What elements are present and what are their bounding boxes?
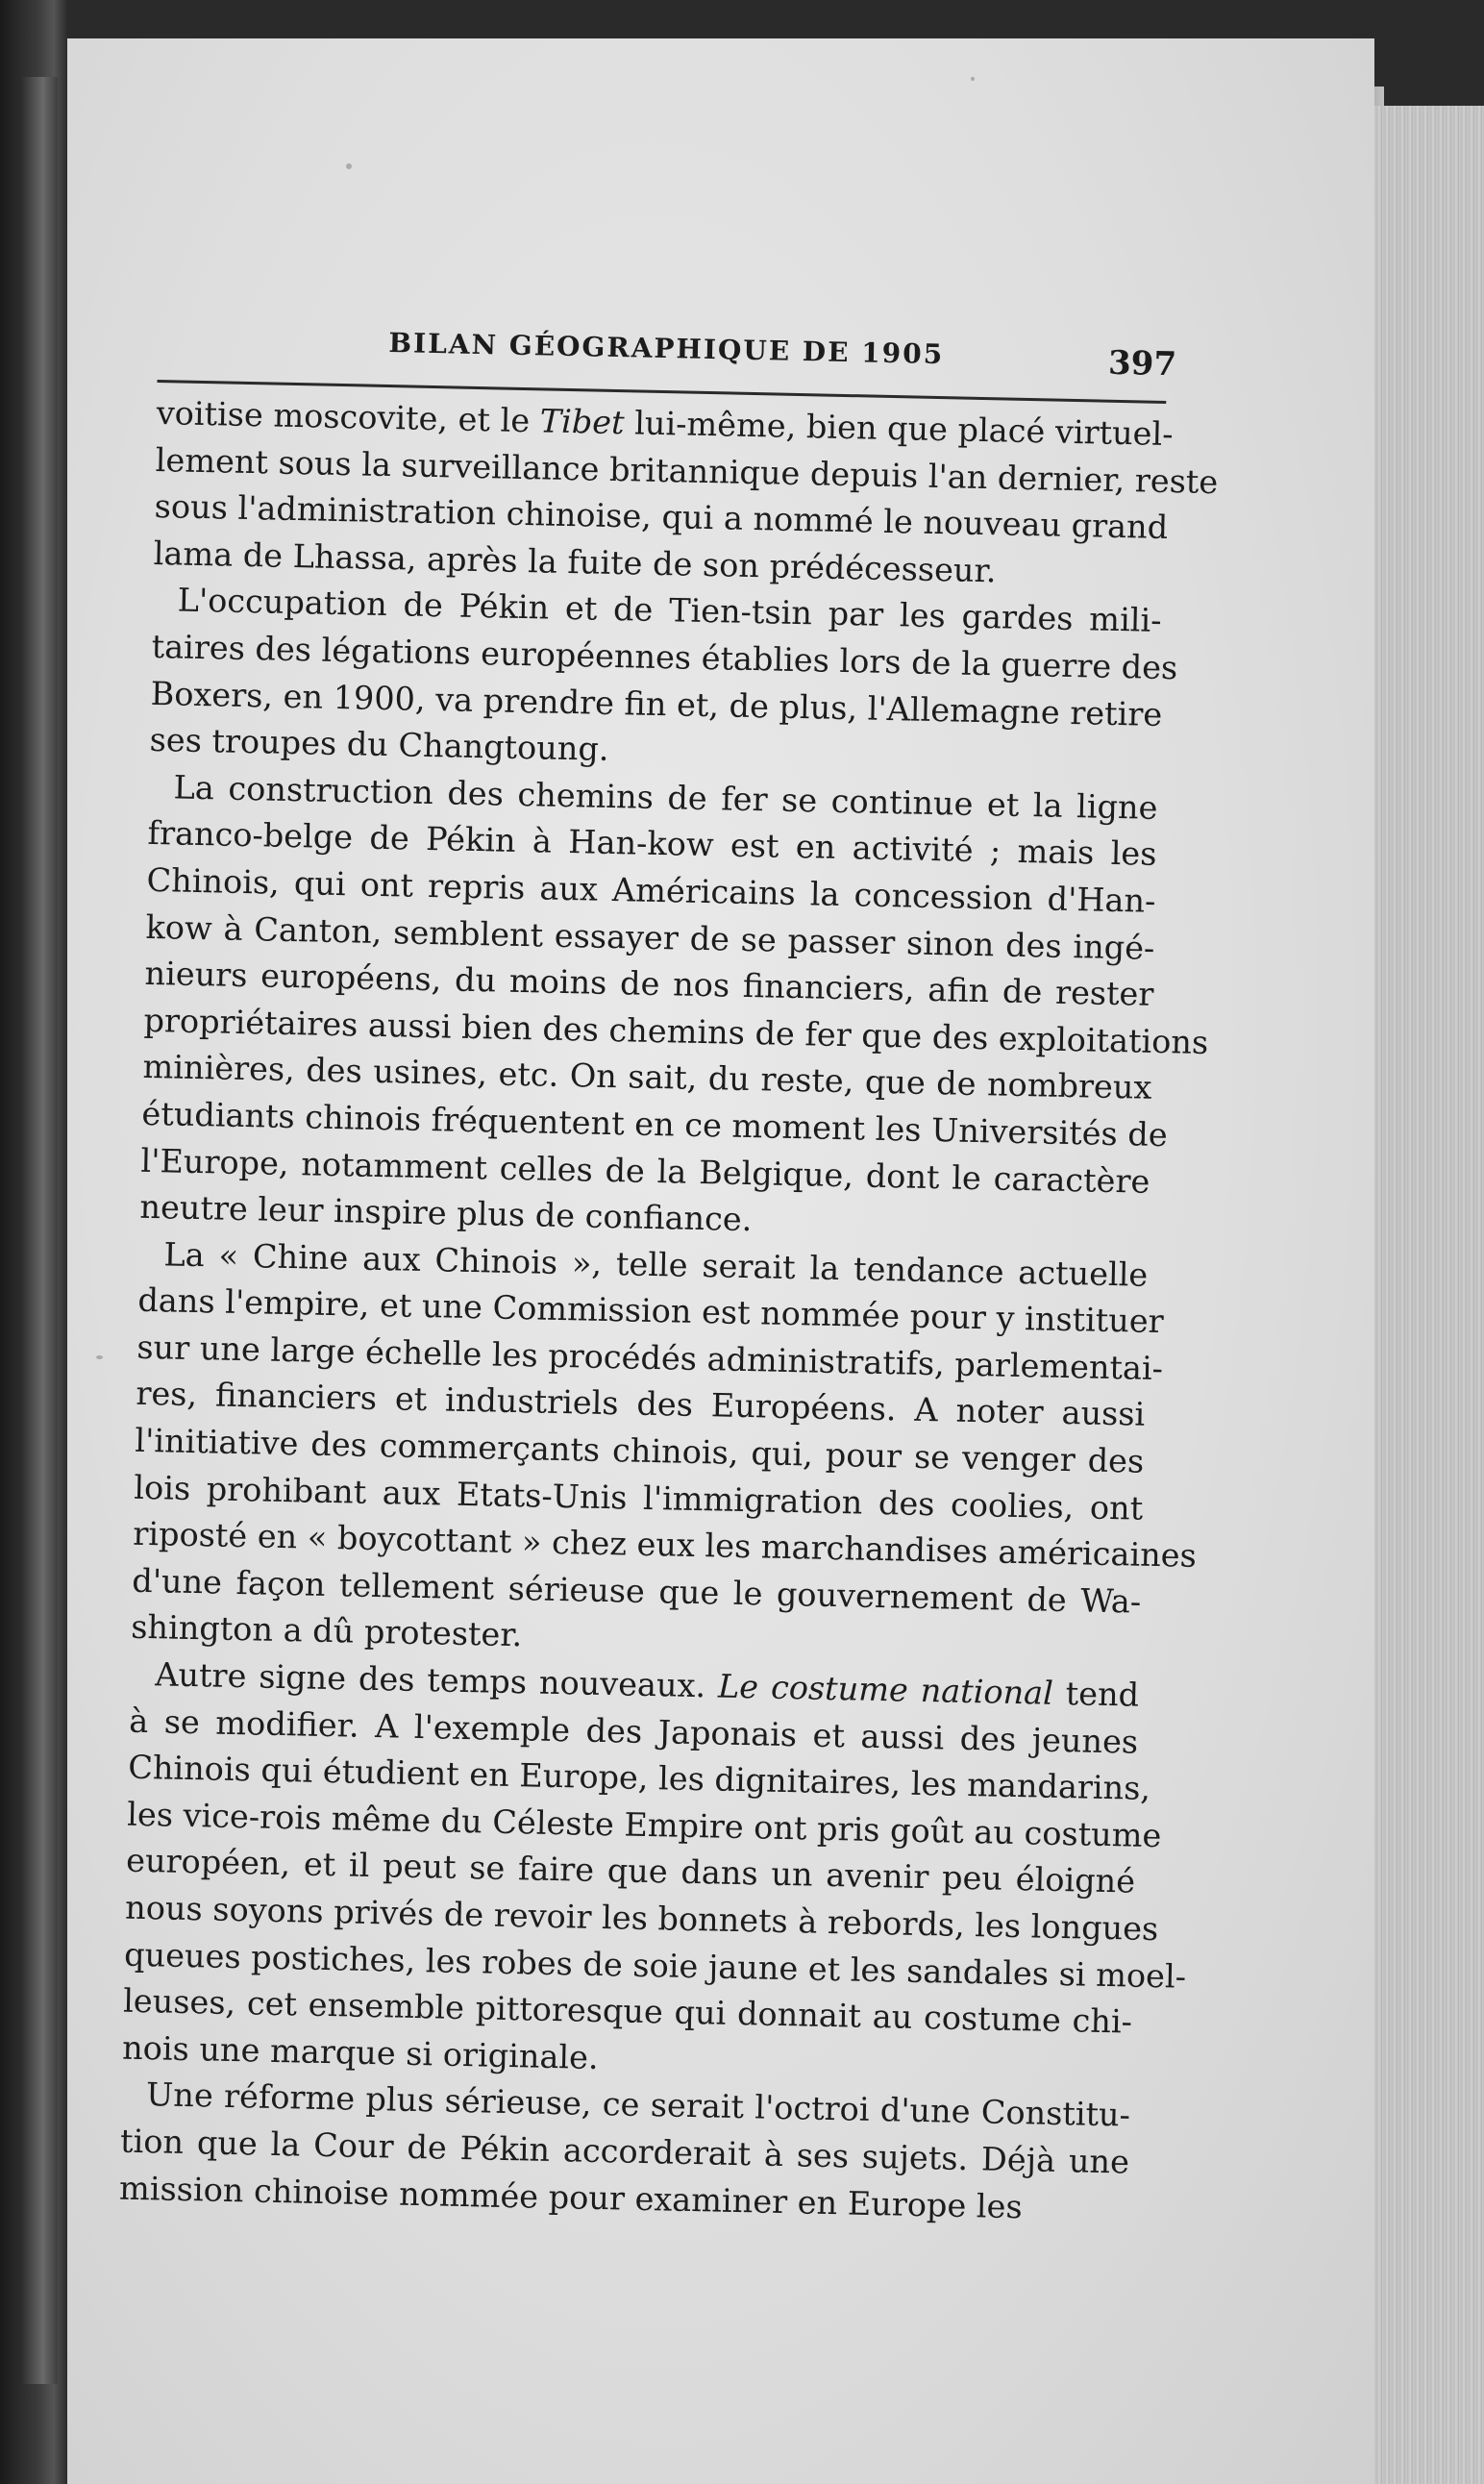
paragraph bbox=[121, 1652, 1187, 2093]
text-line: La « Chine aux Chinois », telle serait la tendance actuelle bbox=[163, 1235, 1149, 1294]
text-line: étudiants chinois fréquentent en ce moment les Universités de bbox=[141, 1094, 1169, 1155]
text-line: les vice-rois même du Céleste Empire ont pris goût au costume bbox=[126, 1795, 1162, 1855]
body-text bbox=[118, 390, 1219, 2233]
text-line: leuses, cet ensemble pittoresque qui donnait au costume chi- bbox=[122, 1981, 1133, 2041]
paragraph bbox=[149, 577, 1178, 784]
text-line: nieurs européens, du moins de nos financiers, afin de rester bbox=[144, 954, 1154, 1013]
text-line: lois prohibant aux Etats-Unis l'immigration des coolies, ont bbox=[133, 1468, 1144, 1528]
paper-speck bbox=[346, 163, 352, 169]
text-line: La construction des chemins de fer se continue et la ligne bbox=[173, 768, 1158, 827]
text-line: tion que la Cour de Pékin accorderait à ses sujets. Déjà une bbox=[119, 2122, 1130, 2181]
paragraph bbox=[119, 2072, 1131, 2233]
text-line: voitise moscovite, et le Tibet lui-même, bien que placé virtuel- bbox=[156, 393, 1174, 454]
text-line: l'initiative des commerçants chinois, qui, pour se venger des bbox=[135, 1421, 1145, 1480]
text-line: mission chinoise nommée pour examiner en Europe les bbox=[118, 2169, 1024, 2225]
text-line: l'Europe, notamment celles de la Belgique, dont le caractère bbox=[140, 1141, 1150, 1201]
text-line: res, financiers et industriels des Européens. A noter aussi bbox=[136, 1375, 1146, 1434]
text-line: riposté en « boycottant » chez eux les marchandises américaines bbox=[132, 1514, 1198, 1576]
paragraph bbox=[130, 1230, 1198, 1672]
text-line: Une réforme plus sérieuse, ce serait l'octroi d'une Constitu- bbox=[145, 2075, 1131, 2134]
text-line: lama de Lhassa, après la fuite de son prédécesseur. bbox=[153, 534, 997, 590]
text-line: Boxers, en 1900, va prendre fin et, de plus, l'Allemagne retire bbox=[150, 674, 1163, 733]
paper-speck bbox=[971, 77, 975, 81]
text-line: neutre leur inspire plus de confiance. bbox=[139, 1187, 753, 1239]
page-number: 397 bbox=[1107, 343, 1177, 385]
text-line: queues postiches, les robes de soie jaune et les sandales si moel- bbox=[123, 1935, 1187, 1996]
text-line: sur une large échelle les procédés administratifs, parlementai- bbox=[136, 1328, 1164, 1387]
text-line: propriétaires aussi bien des chemins de fer que des exploitations bbox=[143, 1001, 1209, 1061]
text-line: lement sous la surveillance britannique depuis l'an dernier, reste bbox=[155, 440, 1219, 501]
opposite-page-edge bbox=[21, 77, 58, 2384]
paragraph bbox=[153, 390, 1219, 598]
text-line: à se modifier. A l'exemple des Japonais et aussi des jeunes bbox=[128, 1702, 1139, 1761]
book-page bbox=[67, 38, 1374, 2484]
text-line: kow à Canton, semblent essayer de se passer sinon des ingé- bbox=[145, 907, 1155, 967]
text-line: Autre signe des temps nouveaux. Le costume national tend bbox=[154, 1655, 1140, 1714]
running-head bbox=[157, 312, 1177, 404]
text-line: sous l'administration chinoise, qui a nommé le nouveau grand bbox=[154, 487, 1169, 547]
paper-speck bbox=[96, 1355, 103, 1359]
text-line: nois une marque si originale. bbox=[121, 2028, 600, 2076]
page-stack bbox=[1374, 106, 1484, 2484]
text-line: ses troupes du Changtoung. bbox=[149, 721, 609, 769]
text-line: nous soyons privés de revoir les bonnets à rebords, les longues bbox=[124, 1888, 1159, 1949]
text-line: d'une façon tellement sérieuse que le gouvernement de Wa- bbox=[131, 1561, 1142, 1621]
text-line: shington a dû protester. bbox=[130, 1608, 523, 1654]
text-line: minières, des usines, etc. On sait, du reste, que de nombreux bbox=[142, 1048, 1152, 1107]
text-line: dans l'empire, et une Commission est nommée pour y instituer bbox=[137, 1281, 1165, 1341]
text-line: taires des légations européennes établies lors de la guerre des bbox=[151, 627, 1178, 687]
page-text-block bbox=[118, 312, 1219, 2233]
text-line: Chinois qui étudient en Europe, les dignitaires, les mandarins, bbox=[127, 1748, 1151, 1808]
text-line: Chinois, qui ont repris aux Américains la concession d'Han- bbox=[146, 860, 1156, 920]
running-title: BILAN GÉOGRAPHIQUE DE 1905 bbox=[388, 327, 945, 371]
text-line: L'occupation de Pékin et de Tien-tsin par les gardes mili- bbox=[177, 581, 1162, 640]
text-line: européen, et il peut se faire que dans un avenir peu éloigné bbox=[125, 1842, 1136, 1901]
paragraph bbox=[139, 764, 1209, 1253]
text-line: franco-belge de Pékin à Han-kow est en activité ; mais les bbox=[147, 814, 1157, 874]
